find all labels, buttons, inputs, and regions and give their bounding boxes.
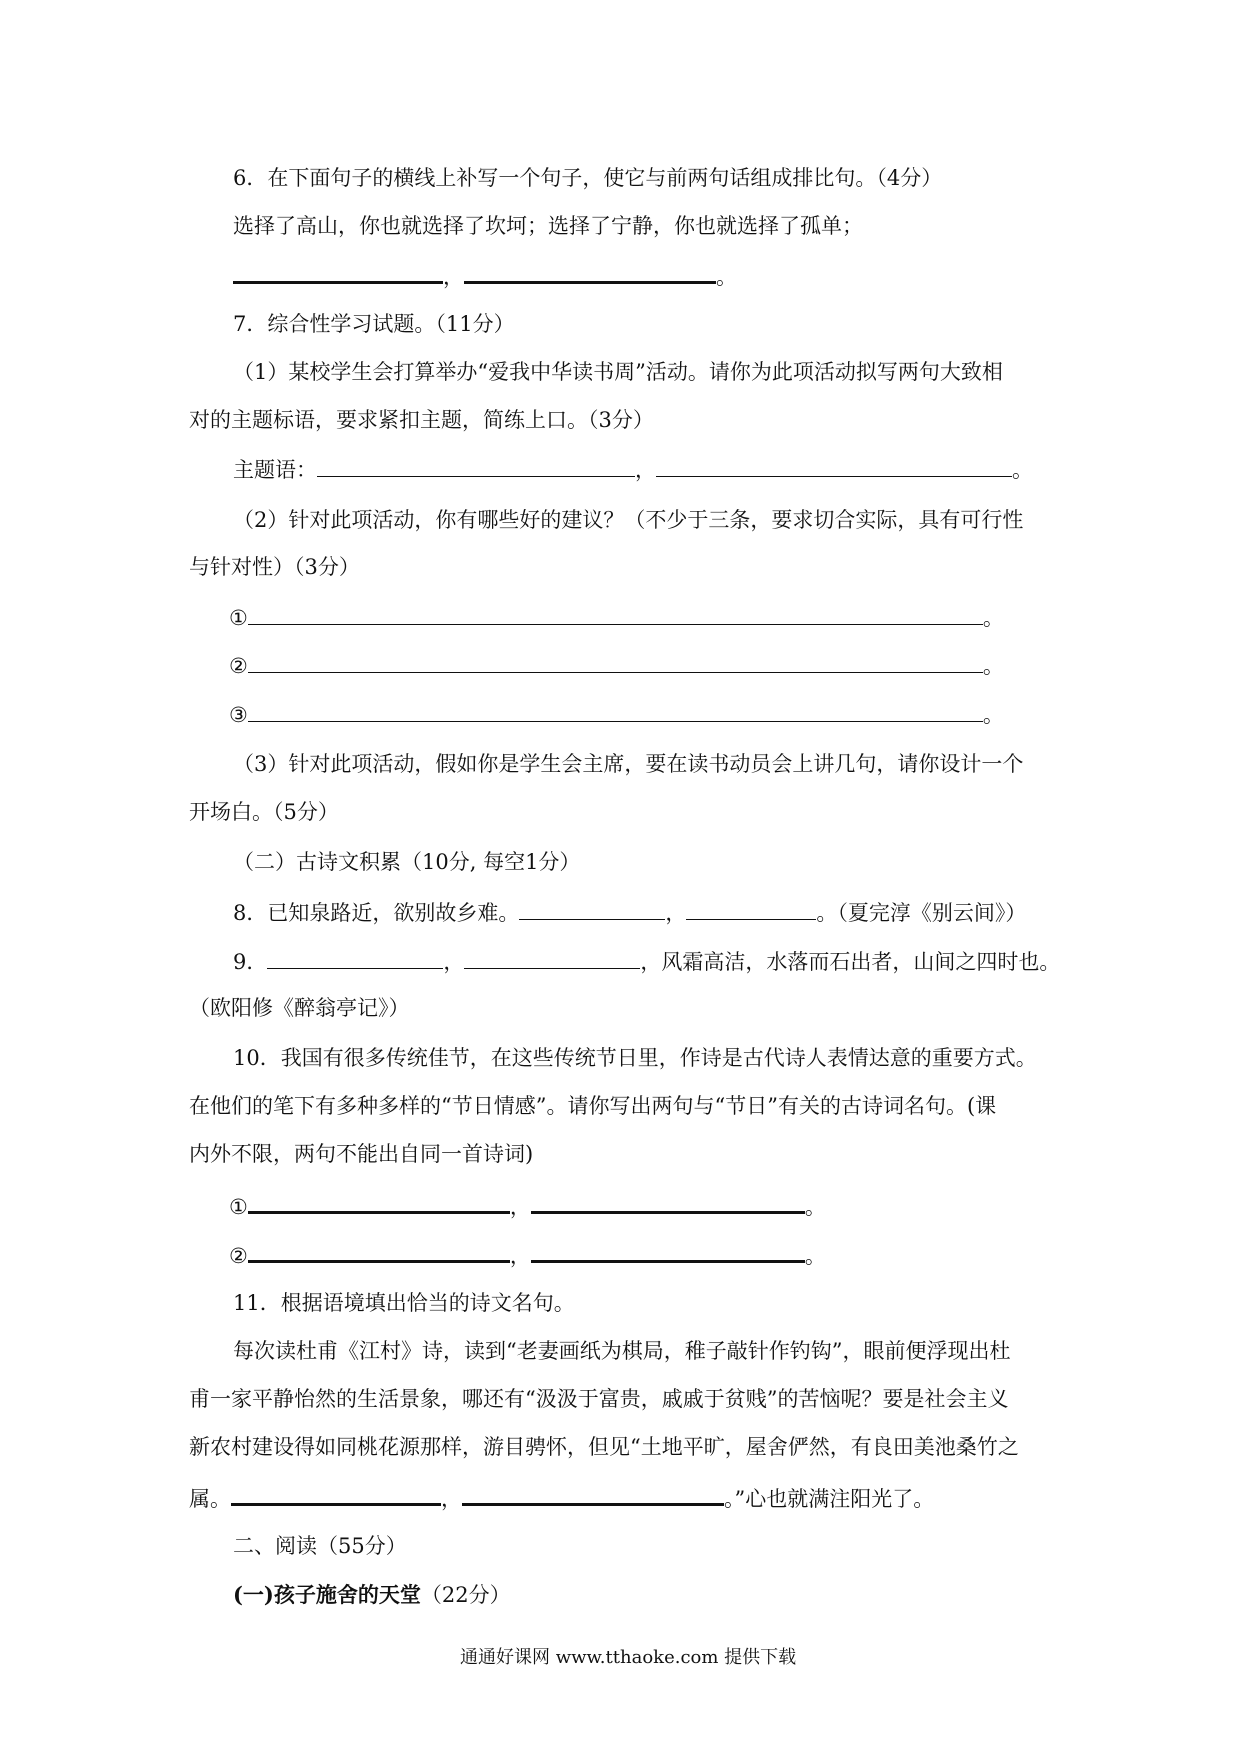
q7-part3-line1: （3）针对此项活动，假如你是学生会主席，要在读书动员会上讲几句，请你设计一个 [233,752,1024,776]
reading1-score: （22分） [420,1583,511,1607]
q9-blank-2[interactable] [464,946,640,969]
circled-marker-2: ② [229,654,248,678]
q6-blank-2[interactable] [464,259,716,284]
q7-slogan-row: 主题语： ， 。 [233,454,1033,485]
q10-answer-row-1: ① ， 。 [229,1189,826,1222]
suggestion-blank-2[interactable] [248,650,983,673]
q7-part1-line1: （1）某校学生会打算举办“爱我中华读书周”活动。请你为此项活动拟写两句大致相 [233,360,1003,384]
suggestion-blank-3[interactable] [248,699,983,722]
q9-row: 9． ， ，风霜高洁，水落而石出者，山间之四时也。 [233,946,1060,977]
suggestion-row-3: ③ 。 [229,699,1004,730]
q7-part1-line2: 对的主题标语，要求紧扣主题，简练上口。（3分） [189,408,654,432]
circled-marker-1: ① [229,1195,248,1219]
q11-blank-1[interactable] [231,1481,441,1506]
q10-line2: 在他们的笔下有多种多样的“节日情感”。请你写出两句与“节日”有关的古诗词名句。(课 [189,1094,997,1118]
reading1-heading [233,1580,511,1610]
circled-marker-3: ③ [229,703,248,727]
suggestion-row-1: ① 。 [229,602,1004,633]
q10-line1: 10．我国有很多传统佳节，在这些传统节日里，作诗是古代诗人表情达意的重要方式。 [233,1046,1037,1070]
q9-source: （欧阳修《醉翁亭记》） [189,996,410,1020]
q6-blank-1[interactable] [233,259,443,284]
q11-line2: 甫一家平静怡然的生活景象，哪还有“汲汲于富贵，戚戚于贫贱”的苦恼呢？要是社会主义 [189,1387,1009,1411]
q10-blank-2a[interactable] [248,1238,510,1263]
q7-part2-line2: 与针对性）（3分） [189,555,360,579]
q7-prompt: 7．综合性学习试题。（11分） [233,312,515,336]
suggestion-blank-1[interactable] [248,602,983,625]
q8-row: 8．已知泉路近，欲别故乡难。 ， 。（夏完淳《别云间》） [233,897,1026,928]
q10-blank-1a[interactable] [248,1189,510,1214]
q6-prompt: 6．在下面句子的横线上补写一个句子，使它与前两句话组成排比句。（4分） [233,166,943,190]
q8-blank-2[interactable] [686,897,816,920]
q11-line4: 属。 ， 。”心也就满注阳光了。 [189,1481,934,1514]
q8-blank-1[interactable] [519,897,665,920]
suggestion-row-2: ② 。 [229,650,1004,681]
q11-prompt: 11．根据语境填出恰当的诗文名句。 [233,1291,575,1315]
page-footer: 通通好课网 www.tthaoke.com 提供下载 [460,1647,797,1668]
section-poetry-heading: （二）古诗文积累（10分, 每空1分） [233,850,581,874]
reading1-title: (一)孩子施舍的天堂 [233,1582,421,1607]
q10-line3: 内外不限，两句不能出自同一首诗词) [189,1142,534,1166]
q7-part3-line2: 开场白。（5分） [189,800,339,824]
q11-line3: 新农村建设得如同桃花源那样，游目骋怀，但见“土地平旷，屋舍俨然，有良田美池桑竹之 [189,1435,1019,1459]
section-reading-heading: 二、阅读（55分） [233,1534,407,1558]
q7-part2-line1: （2）针对此项活动，你有哪些好的建议？（不少于三条，要求切合实际，具有可行性 [233,508,1024,532]
q11-line1: 每次读杜甫《江村》诗，读到“老妻画纸为棋局，稚子敲针作钓钩”，眼前便浮现出杜 [233,1339,1011,1363]
q6-sentence: 选择了高山，你也就选择了坎坷；选择了宁静，你也就选择了孤单； [233,214,863,238]
q10-answer-row-2: ② ， 。 [229,1238,826,1271]
q9-blank-1[interactable] [267,946,443,969]
slogan-blank-1[interactable] [317,454,635,477]
slogan-label: 主题语： [233,458,317,482]
slogan-blank-2[interactable] [656,454,1012,477]
q6-answer-row: ， 。 [233,259,737,292]
circled-marker-2: ② [229,1244,248,1268]
q10-blank-2b[interactable] [531,1238,805,1263]
q11-blank-2[interactable] [462,1481,724,1506]
circled-marker-1: ① [229,606,248,630]
q10-blank-1b[interactable] [531,1189,805,1214]
